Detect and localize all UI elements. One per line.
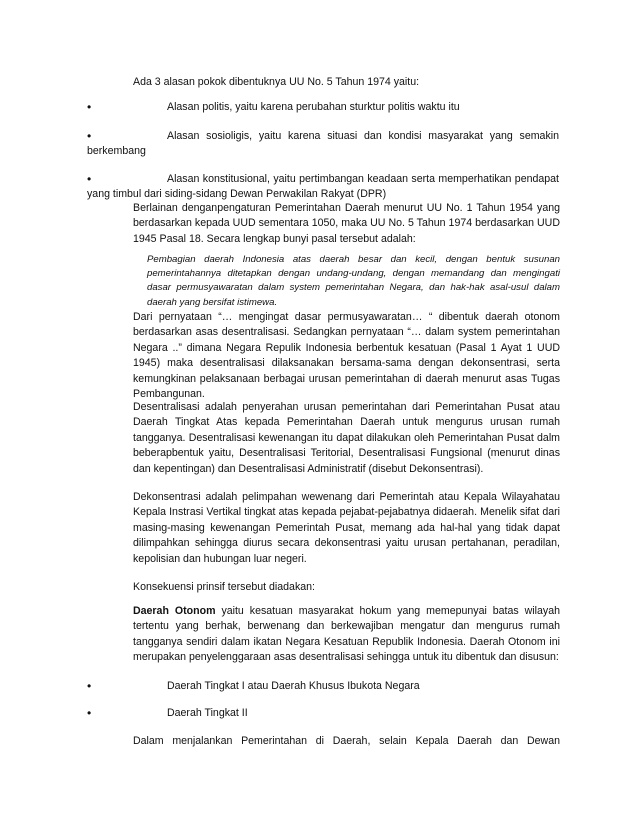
level-text: Daerah Tingkat I atau Daerah Khusus Ibukota Negara	[167, 680, 420, 692]
reason-text: Alasan sosioligis, yaitu karena situasi dan kondisi masyarakat yang semakin berkembang	[87, 130, 559, 158]
paragraph-dekonsentrasi: Dekonsentrasi adalah pelimpahan wewenang dari Pemerintah atau Kepala Wilayahatau Kepala Instrasi Vertikal tingkat atas kepada pejabat-pejabatnya didaerah. Menelik sifat dari masing-masing kewenangan Pemerintah Pusat, memang ada hal-hal yang tidak dapat dilimpahkan sehingga diurus secara dekonsentrasi yaitu urusan pertahanan, peradilan, kepolisian dan hubungan luar negeri.	[133, 491, 560, 565]
bullet-icon: •	[87, 172, 92, 186]
reason-item-sociological	[87, 129, 559, 160]
paragraph-daerah-otonom	[133, 604, 560, 666]
paragraph-menjalankan: Dalam menjalankan Pemerintahan di Daerah, selain Kepala Daerah dan Dewan	[133, 735, 560, 747]
paragraph-pernyataan: Dari pernyataan “… mengingat dasar permusyawaratan… “ dibentuk daerah otonom berdasarkan asas desentralisasi. Sedangkan pernyataan “… dalam system pemerintahan Negara ..” dimana Negara Repulik Indonesia berbentuk kesatuan (Pasal 1 Ayat 1 UUD 1945) maka desentralisasi dilaksanakan bersama-sama dengan dekonsentrasi, serta kemungkinan pelaksanaan berbagai urusan pemerintahan di daerah menurut asas Tugas Pembangunan.	[133, 311, 560, 401]
reason-item-political	[87, 100, 559, 115]
intro-line: Ada 3 alasan pokok dibentuknya UU No. 5 Tahun 1974 yaitu:	[133, 76, 420, 88]
bullet-icon: •	[87, 129, 92, 143]
reason-text: Alasan konstitusional, yaitu pertimbangan keadaan serta memperhatikan pendapat yang timbul dari siding-sidang Dewan Perwakilan Rakyat (DPR)	[87, 173, 559, 201]
level-item-tingkat-2	[87, 706, 559, 721]
paragraph-konsekuensi: Konsekuensi prinsif tersebut diadakan:	[133, 581, 315, 593]
paragraph-pengaturan: Berlainan denganpengaturan Pemerintahan Daerah menurut UU No. 1 Tahun 1954 yang berdasarkan kepada UUD sementara 1050, maka UU No. 5 Tahun 1974 berdasarkan UUD 1945 Pasal 18. Secara lengkap bunyi pasal tersebut adalah:	[133, 202, 560, 245]
level-item-tingkat-1	[87, 679, 559, 694]
bullet-icon: •	[87, 679, 92, 693]
term-daerah-otonom: Daerah Otonom	[133, 605, 216, 617]
bullet-icon: •	[87, 100, 92, 114]
definition-daerah-otonom: yaitu kesatuan masyarakat hokum yang memepunyai batas wilayah tertentu yang berhak, berwenang dan berkewajiban mengatur dan mengurus rumah tangganya sendiri dalam ikatan Negara Kesatuan Republik Indonesia. Daerah Otonom ini merupakan penyelenggaraan asas desentralisasi sehingga untuk itu dibentuk dan disusun:	[133, 605, 560, 664]
paragraph-desentralisasi: Desentralisasi adalah penyerahan urusan pemerintahan dari Pemerintahan Pusat atau Daerah Tingkat Atas kepada Pemerintahan Daerah untuk mengurus urusan rumah tangganya. Desentralisasi kewenangan itu dapat dilakukan oleh Pemerintahan Pusat dalm beberapbentuk yaitu, Desentralisasi Teritorial, Desentralisasi Fungsional (menurut dinas dan kepentingan) dan Desentralisasi Administratif (disebut Dekonsentrasi).	[133, 401, 560, 475]
reason-text: Alasan politis, yaitu karena perubahan sturktur politis waktu itu	[167, 101, 460, 113]
level-text: Daerah Tingkat II	[167, 707, 248, 719]
bullet-icon: •	[87, 706, 92, 720]
quote-pasal-18: Pembagian daerah Indonesia atas daerah besar dan kecil, dengan bentuk susunan pemerintahannya ditetapkan dengan undang-undang, dengan memandang dan mengingati dasar permusyawaratan dalam system pemerintahan Negara, dan hak-hak asal-usul dalam daerah yang bersifat istimewa.	[147, 254, 560, 308]
reason-item-constitutional	[87, 172, 559, 203]
